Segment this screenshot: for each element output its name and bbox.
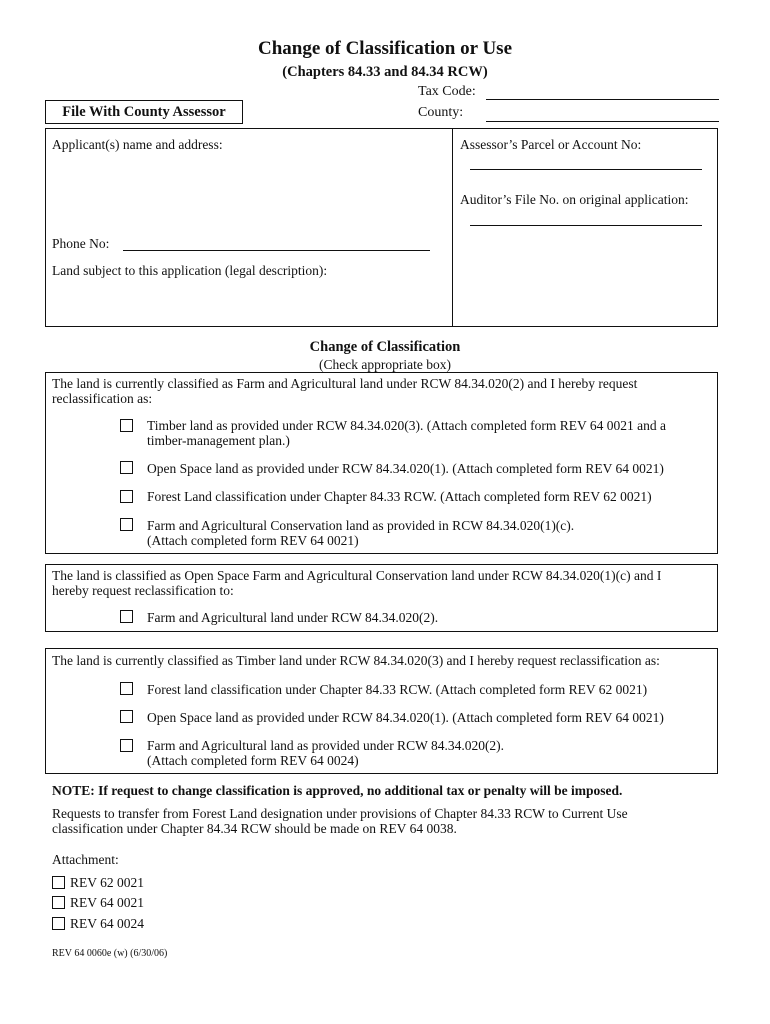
option-label: Timber land as provided under RCW 84.34.020(3). (Attach completed form REV 64 0021 and a (147, 418, 667, 433)
attachment-checkbox[interactable] (52, 896, 65, 909)
farm-ag-conservation-checkbox[interactable] (120, 518, 133, 531)
tax-code-field[interactable] (486, 84, 719, 100)
legal-description-label: Land subject to this application (legal description): (52, 263, 328, 278)
tax-code-label: Tax Code: (418, 84, 476, 99)
option-label: Farm and Agricultural Conservation land as provided in RCW 84.34.020(1)(c). (147, 518, 575, 533)
option-label: (Attach completed form REV 64 0024) (147, 753, 359, 768)
county-field[interactable] (486, 106, 719, 122)
attachment-item: REV 62 0021 (70, 875, 145, 890)
section3-intro-line1: The land is currently classified as Timber land under RCW 84.34.020(3) and I hereby request reclassification as: (52, 653, 660, 668)
classification-title: Change of Classification (309, 339, 461, 355)
county-label: County: (418, 105, 464, 120)
farm-ag-land-checkbox[interactable] (120, 739, 133, 752)
option-label: timber-management plan.) (147, 433, 290, 448)
section2-intro-line2: hereby request reclassification to: (52, 583, 234, 598)
option-label: (Attach completed form REV 64 0021) (147, 533, 359, 548)
form-title: Change of Classification or Use (257, 38, 513, 59)
file-with-assessor-box: File With County Assessor (45, 100, 243, 124)
phone-field[interactable] (123, 236, 430, 251)
applicant-name-field[interactable] (52, 152, 447, 232)
option-label: Farm and Agricultural land as provided under RCW 84.34.020(2). (147, 738, 505, 753)
note-text: NOTE: If request to change classification is approved, no additional tax or penalty will be imposed. (52, 783, 623, 798)
phone-label: Phone No: (52, 236, 110, 251)
parcel-field[interactable] (470, 155, 702, 170)
parcel-label: Assessor’s Parcel or Account No: (460, 137, 642, 152)
classification-subtitle: (Check appropriate box) (319, 357, 451, 372)
attachment-checkbox[interactable] (52, 876, 65, 889)
attachment-item: REV 64 0024 (70, 916, 145, 931)
auditor-file-label: Auditor’s File No. on original application: (460, 192, 689, 207)
option-label: Open Space land as provided under RCW 84.34.020(1). (Attach completed form REV 64 0021) (147, 710, 664, 725)
attachment-item: REV 64 0021 (70, 895, 145, 910)
option-label: Forest Land classification under Chapter 84.33 RCW. (Attach completed form REV 62 0021) (147, 489, 652, 504)
option-label: Forest land classification under Chapter 84.33 RCW. (Attach completed form REV 62 0021) (147, 682, 648, 697)
applicant-divider (452, 128, 453, 327)
forest-land-checkbox[interactable] (120, 682, 133, 695)
legal-description-field[interactable] (52, 280, 447, 322)
note-line2: classification under Chapter 84.34 RCW should be made on REV 64 0038. (52, 821, 457, 836)
attachment-checkbox[interactable] (52, 917, 65, 930)
applicant-name-label: Applicant(s) name and address: (52, 137, 223, 152)
section2-intro-line1: The land is classified as Open Space Farm and Agricultural Conservation land under RCW 84.34.020(1)(c) and I (52, 568, 662, 583)
option-label: Open Space land as provided under RCW 84.34.020(1). (Attach completed form REV 64 0021) (147, 461, 664, 476)
form-number: REV 64 0060e (w) (6/30/06) (52, 948, 168, 959)
attachment-label: Attachment: (52, 852, 119, 867)
form-subtitle: (Chapters 84.33 and 84.34 RCW) (282, 64, 488, 80)
farm-ag-land-checkbox[interactable] (120, 610, 133, 623)
section1-intro-line2: reclassification as: (52, 391, 153, 406)
open-space-checkbox[interactable] (120, 710, 133, 723)
option-label: Farm and Agricultural land under RCW 84.34.020(2). (147, 610, 439, 625)
note-line1: Requests to transfer from Forest Land designation under provisions of Chapter 84.33 RCW to Current Use (52, 806, 628, 821)
section1-intro-line1: The land is currently classified as Farm and Agricultural land under RCW 84.34.020(2) and I hereby request (52, 376, 638, 391)
auditor-file-field[interactable] (470, 211, 702, 226)
forest-land-checkbox[interactable] (120, 490, 133, 503)
open-space-checkbox[interactable] (120, 461, 133, 474)
timber-land-checkbox[interactable] (120, 419, 133, 432)
